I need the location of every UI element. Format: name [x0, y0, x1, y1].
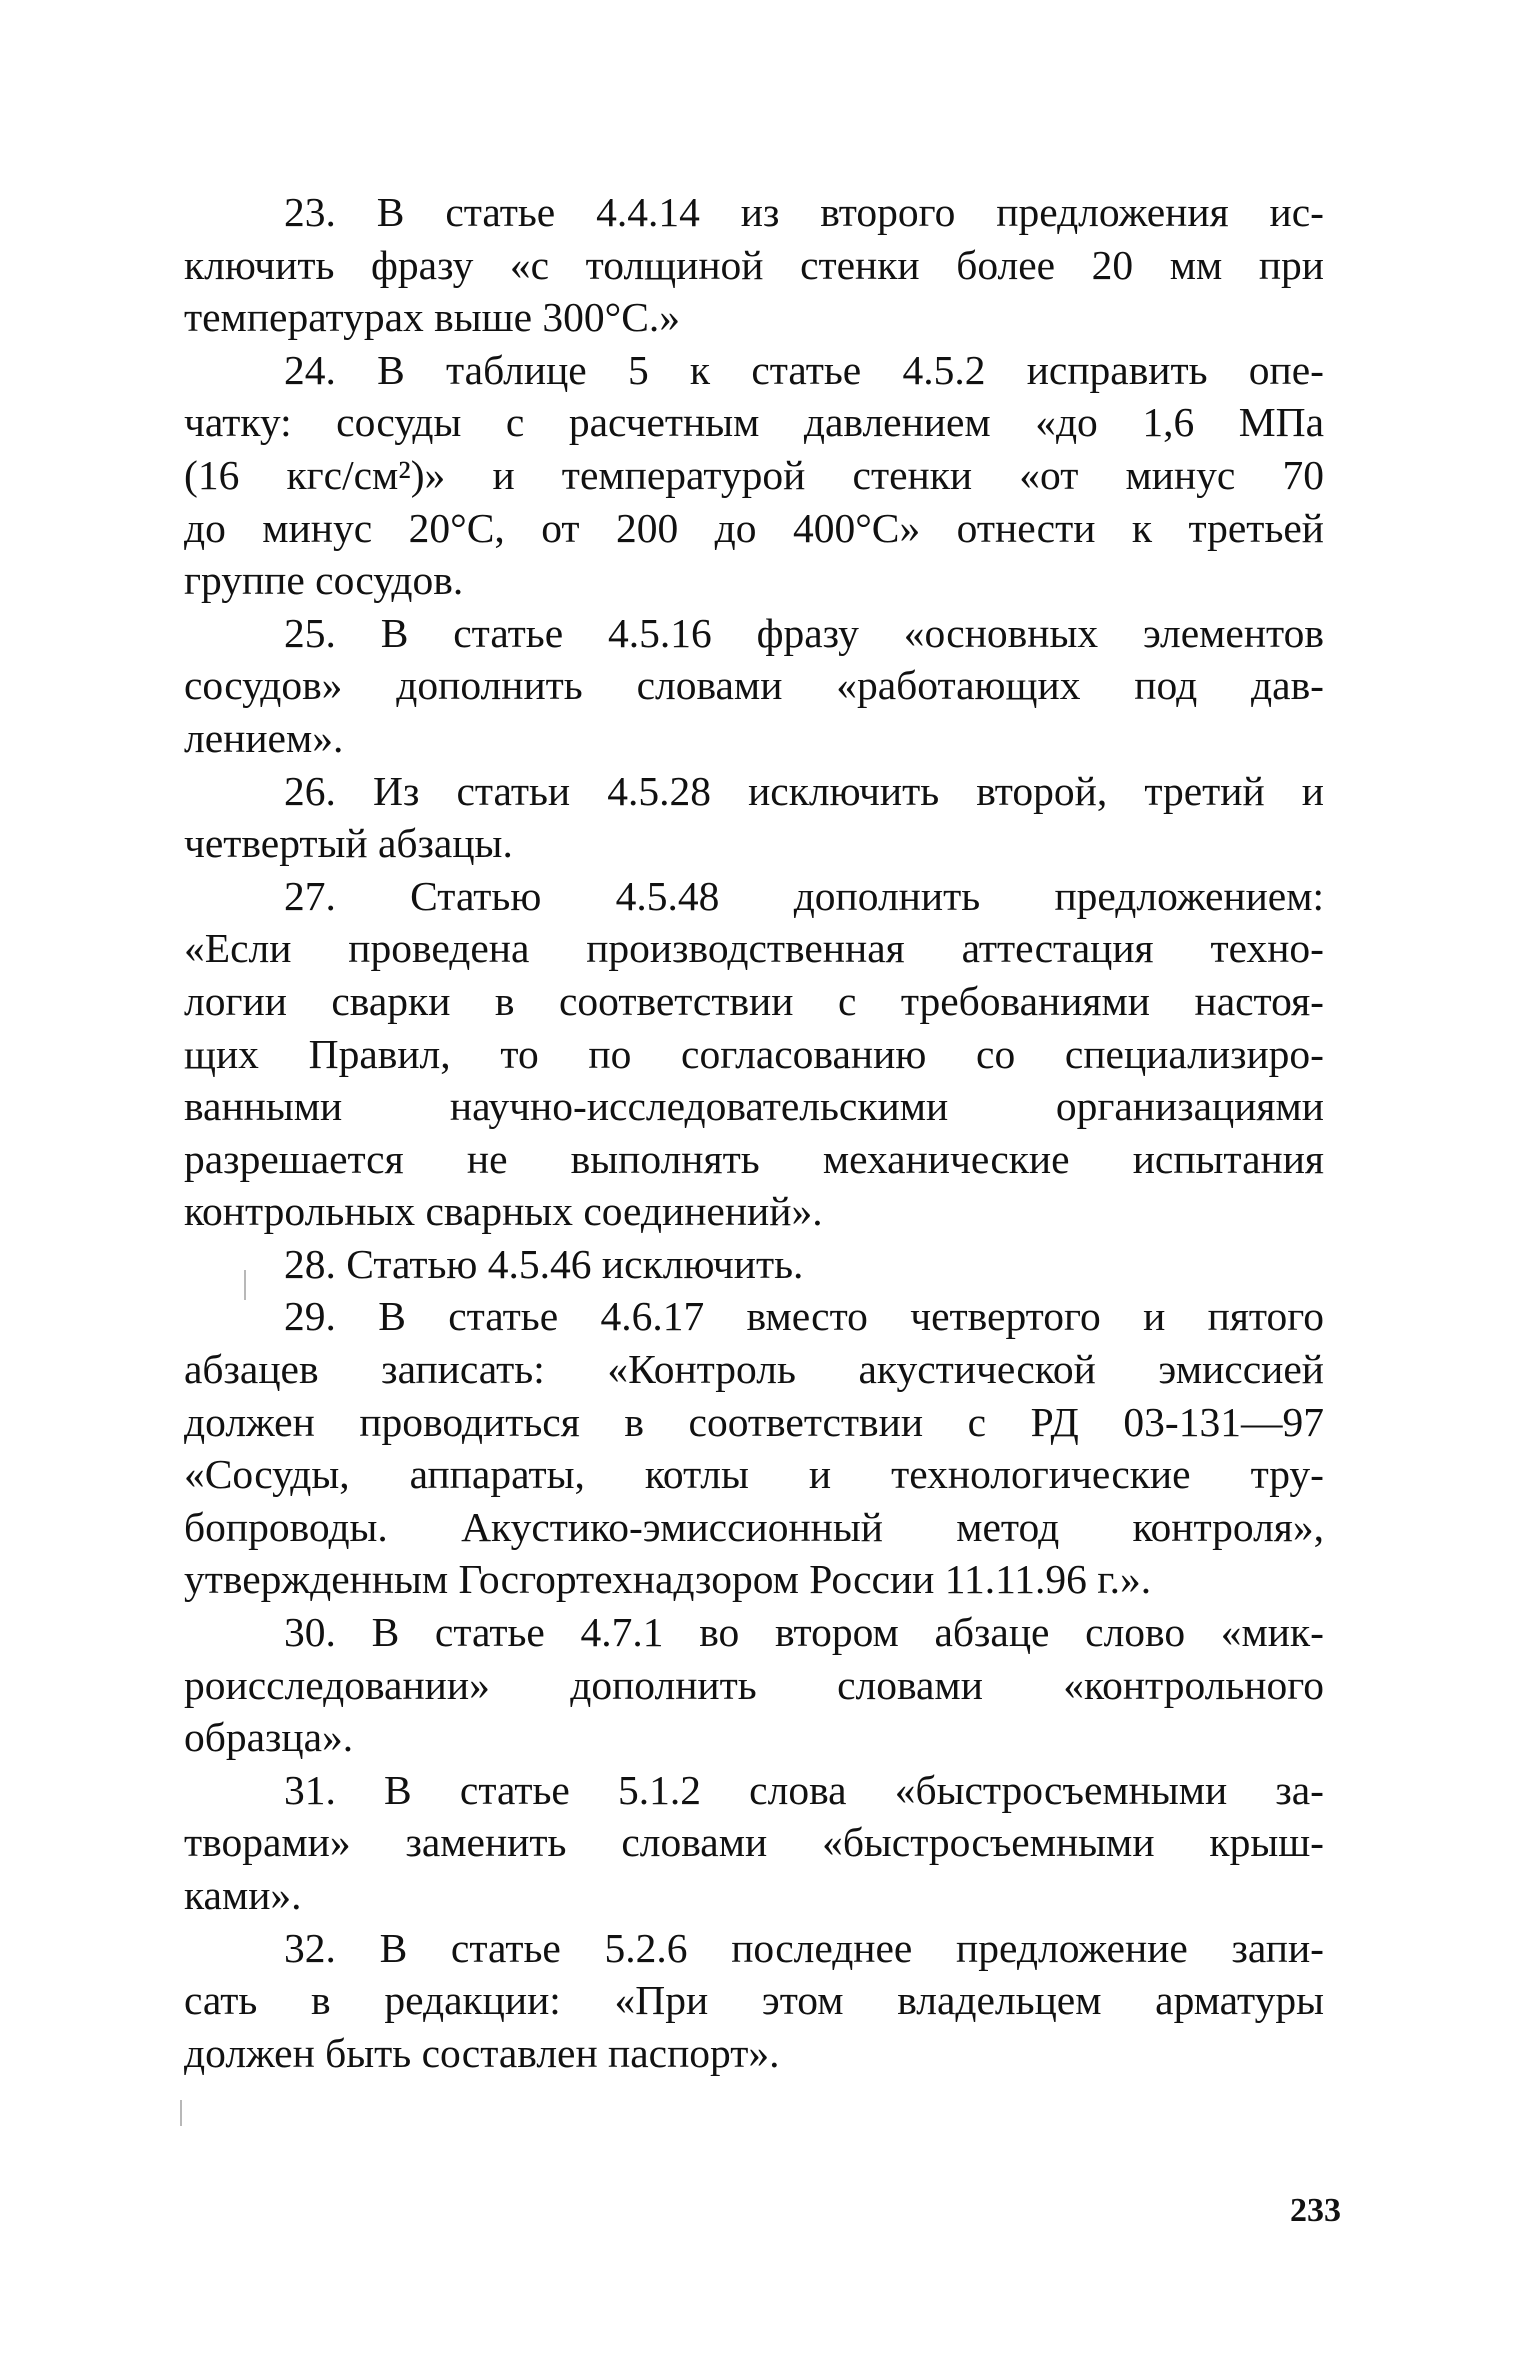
text-line: разрешается не выполнять механические испытания [184, 1135, 1324, 1182]
text-line: температурах выше 300°С.» [184, 294, 681, 341]
text-line: логии сварки в соответствии с требованиями настоя- [184, 977, 1324, 1024]
text-line: чатку: сосуды с расчетным давлением «до 1,6 МПа [184, 399, 1324, 446]
text-line: творами» заменить словами «быстросъемными крыш- [184, 1819, 1324, 1866]
paragraph-29 [184, 1290, 1324, 1606]
text-line: 30. В статье 4.7.1 во втором абзаце слово «мик- [284, 1609, 1324, 1656]
text-line: утвержденным Госгортехнадзором России 11.11.96 г.». [184, 1556, 1152, 1603]
text-line: щих Правил, то по согласованию со специализиро- [184, 1030, 1324, 1077]
text-line: 32. В статье 5.2.6 последнее предложение запи- [284, 1924, 1324, 1971]
paragraph-26 [184, 765, 1324, 870]
paragraph-25 [184, 607, 1324, 765]
paragraph-24 [184, 344, 1324, 607]
body-text [184, 186, 1324, 2079]
text-line: роисследовании» дополнить словами «контрольного [184, 1661, 1324, 1708]
text-line: ками». [184, 1872, 302, 1918]
text-line: бопроводы. Акустико-эмиссионный метод контроля», [184, 1503, 1324, 1550]
text-line: сать в редакции: «При этом владельцем арматуры [184, 1977, 1324, 2024]
paragraph-23 [184, 186, 1324, 344]
text-line: сосудов» дополнить словами «работающих под дав- [184, 662, 1324, 709]
text-line: до минус 20°С, от 200 до 400°С» отнести к третьей [184, 504, 1324, 551]
scan-mark [244, 1270, 246, 1300]
text-line: 26. Из статьи 4.5.28 исключить второй, третий и [284, 767, 1324, 814]
text-line: должен проводиться в соответствии с РД 03-131—97 [184, 1398, 1324, 1445]
paragraph-32 [184, 1922, 1324, 2080]
text-line: 29. В статье 4.6.17 вместо четвертого и пятого [284, 1293, 1324, 1340]
text-line: 25. В статье 4.5.16 фразу «основных элементов [284, 609, 1324, 656]
text-line: ключить фразу «с толщиной стенки более 20 мм при [184, 241, 1324, 288]
text-line: 28. Статью 4.5.46 исключить. [284, 1240, 804, 1287]
text-line: (16 кгс/см²)» и температурой стенки «от минус 70 [184, 451, 1324, 498]
paragraph-30 [184, 1606, 1324, 1764]
text-line: должен быть составлен паспорт». [184, 2029, 780, 2076]
text-line: образца». [184, 1714, 354, 1761]
text-line: 23. В статье 4.4.14 из второго предложения ис- [284, 189, 1324, 235]
text-line: «Сосуды, аппараты, котлы и технологические тру- [184, 1451, 1324, 1498]
page-number: 233 [1290, 2192, 1341, 2229]
text-line: 31. В статье 5.1.2 слова «быстросъемными за- [284, 1766, 1324, 1813]
text-line: контрольных сварных соединений». [184, 1188, 823, 1235]
text-line: 27. Статью 4.5.48 дополнить предложением: [284, 872, 1324, 919]
scan-mark [180, 2100, 182, 2126]
text-line: ванными научно-исследовательскими организациями [184, 1083, 1324, 1130]
text-line: абзацев записать: «Контроль акустической эмиссией [184, 1346, 1324, 1393]
text-line: «Если проведена производственная аттестация техно- [184, 925, 1324, 972]
text-line: 24. В таблице 5 к статье 4.5.2 исправить опе- [284, 346, 1324, 393]
paragraph-28 [184, 1238, 1324, 1291]
text-line: лением». [184, 714, 344, 761]
text-line: группе сосудов. [184, 557, 464, 604]
text-line: четвертый абзацы. [184, 820, 513, 867]
paragraph-27 [184, 870, 1324, 1238]
paragraph-31 [184, 1764, 1324, 1922]
